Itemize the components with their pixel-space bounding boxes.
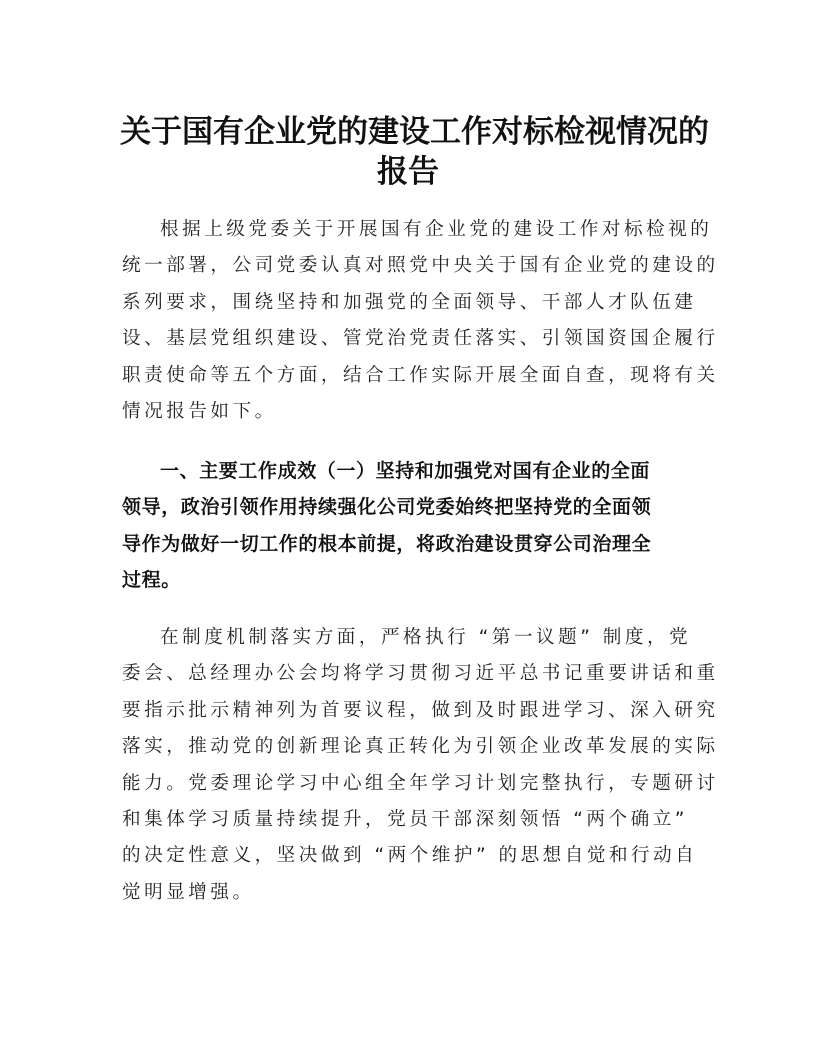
title-line: 报告 xyxy=(377,154,439,190)
paragraph-line: 根据上级党委关于开展国有企业党的建设工作对标检视的 xyxy=(160,219,713,240)
paragraph-line: 能力。党委理论学习中心组全年学习计划完整执行，专题研讨 xyxy=(122,772,719,794)
paragraph-line: 设、基层党组织建设、管党治党责任落实、引领国资国企履行 xyxy=(122,328,719,350)
paragraph-line: 统一部署，公司党委认真对照党中央关于国有企业党的建设的 xyxy=(122,255,719,277)
section-heading xyxy=(122,453,696,599)
body-paragraph xyxy=(122,620,719,911)
paragraph-line: 委会、总经理办公会均将学习贯彻习近平总书记重要讲话和重 xyxy=(122,663,719,685)
intro-paragraph xyxy=(122,212,719,430)
paragraph-line: 情况报告如下。 xyxy=(122,401,277,423)
paragraph-line: 落实，推动党的创新理论真正转化为引领企业改革发展的实际 xyxy=(122,736,719,758)
paragraph-line: 觉明显增强。 xyxy=(122,881,255,903)
heading-line: 导作为做好一切工作的根本前提，将政治建设贯穿公司治理全 xyxy=(122,532,652,555)
heading-line: 过程。 xyxy=(122,569,181,592)
paragraph-line: 职责使命等五个方面，结合工作实际开展全面自查，现将有关 xyxy=(122,364,719,386)
paragraph-line: 的决定性意义，坚决做到 “两个维护” 的思想自觉和行动自 xyxy=(122,845,698,867)
document-title xyxy=(120,112,709,192)
heading-line: 一、主要工作成效（一）坚持和加强党对国有企业的全面 xyxy=(160,460,651,482)
paragraph-line: 要指示批示精神列为首要议程，做到及时跟进学习、深入研究 xyxy=(122,699,719,721)
paragraph-line: 在制度机制落实方面，严格执行 “第一议题” 制度，党 xyxy=(160,627,692,648)
paragraph-line: 和集体学习质量持续提升，党员干部深刻领悟 “两个确立” xyxy=(122,809,688,831)
paragraph-line: 系列要求，围绕坚持和加强党的全面领导、干部人才队伍建 xyxy=(122,291,697,313)
heading-line: 领导，政治引领作用持续强化公司党委始终把坚持党的全面领 xyxy=(122,496,652,519)
title-line: 关于国有企业党的建设工作对标检视情况的 xyxy=(120,114,709,150)
